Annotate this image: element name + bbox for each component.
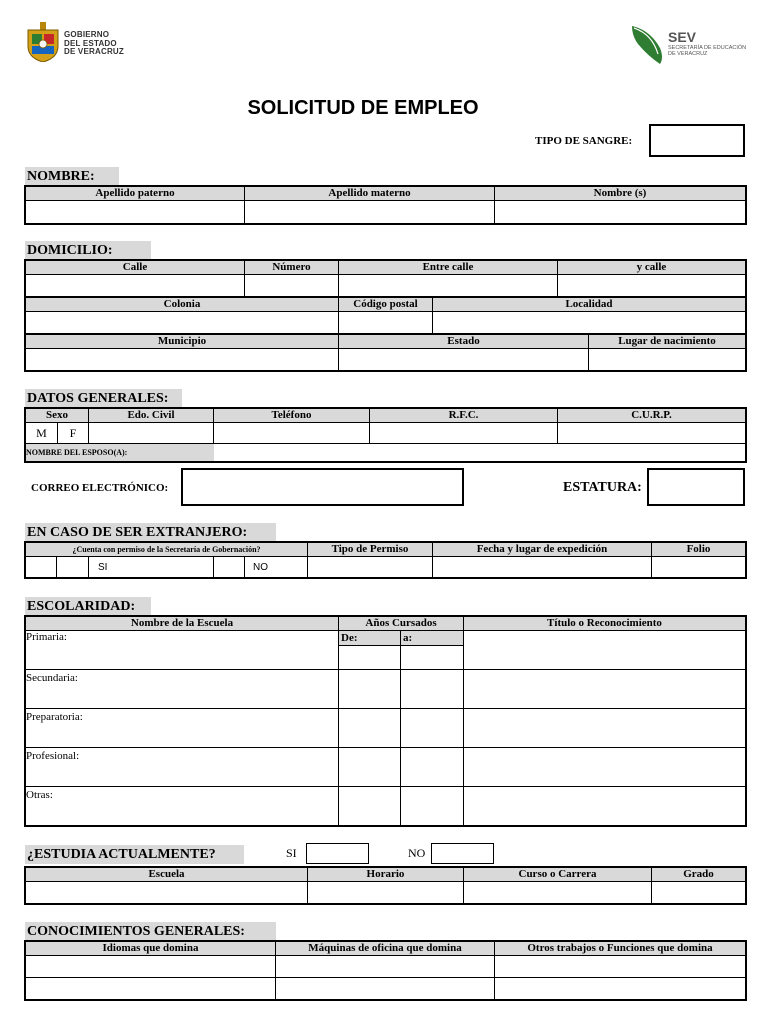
estudia-table — [25, 867, 746, 904]
idiomas-input-1[interactable] — [26, 956, 276, 978]
sev-logo-line1: SECRETARÍA DE EDUCACIÓN — [668, 45, 747, 51]
sev-logo-name: SEV — [668, 29, 697, 45]
permiso-si-label — [89, 557, 214, 578]
col-municipio: Municipio — [26, 335, 339, 349]
permiso-si-text: SI — [98, 562, 108, 573]
spouse-name-input[interactable] — [214, 444, 746, 462]
profesional-de-input[interactable] — [339, 748, 401, 787]
calle-input[interactable] — [26, 275, 245, 297]
col-anos-cursados: Años Cursados — [339, 617, 464, 631]
section-conocimientos-title: CONOCIMIENTOS GENERALES: — [25, 922, 276, 941]
apellido-paterno-input[interactable] — [26, 201, 245, 224]
folio-input[interactable] — [652, 557, 746, 578]
escuela-input[interactable] — [26, 882, 308, 904]
secundaria-titulo-input[interactable] — [464, 670, 746, 709]
lugar-nacimiento-input[interactable] — [589, 349, 746, 371]
profesional-a-input[interactable] — [401, 748, 464, 787]
localidad-input[interactable] — [433, 312, 746, 334]
sev-logo-line2: DE VERACRUZ — [668, 51, 708, 57]
permiso-no-text: NO — [253, 562, 268, 573]
col-edo-civil: Edo. Civil — [89, 409, 214, 423]
permiso-no-label — [245, 557, 308, 578]
estudia-no-label: NO — [408, 846, 426, 860]
col-nombres: Nombre (s) — [495, 187, 746, 201]
col-telefono: Teléfono — [214, 409, 370, 423]
permiso-blank-cell — [57, 557, 89, 578]
otras-input[interactable] — [26, 787, 339, 826]
primaria-label: Primaria: — [26, 631, 67, 643]
col-curso-carrera: Curso o Carrera — [464, 868, 652, 882]
col-permiso-gobernacion: ¿Cuenta con permiso de la Secretaría de Gobernación? — [26, 543, 308, 557]
otros-trabajos-input-2[interactable] — [495, 978, 746, 1000]
profesional-input[interactable] — [26, 748, 339, 787]
col-tipo-permiso: Tipo de Permiso — [308, 543, 433, 557]
primaria-de-input[interactable] — [339, 646, 401, 670]
tipo-permiso-input[interactable] — [308, 557, 433, 578]
col-rfc: R.F.C. — [370, 409, 558, 423]
col-escuela: Escuela — [26, 868, 308, 882]
edo-civil-input[interactable] — [89, 423, 214, 444]
preparatoria-input[interactable] — [26, 709, 339, 748]
grado-input[interactable] — [652, 882, 746, 904]
section-escolaridad-title: ESCOLARIDAD: — [25, 597, 151, 616]
permiso-no-checkbox[interactable] — [214, 557, 245, 578]
col-apellido-materno: Apellido materno — [245, 187, 495, 201]
nombre-table — [25, 186, 746, 224]
preparatoria-a-input[interactable] — [401, 709, 464, 748]
col-folio: Folio — [652, 543, 746, 557]
col-apellido-paterno: Apellido paterno — [26, 187, 245, 201]
conocimientos-table — [25, 941, 746, 1000]
col-numero: Número — [245, 261, 339, 275]
col-y-calle: y calle — [558, 261, 746, 275]
primaria-titulo-input[interactable] — [464, 631, 746, 670]
col-fecha-lugar: Fecha y lugar de expedición — [433, 543, 652, 557]
col-de: De: — [339, 631, 401, 646]
municipio-input[interactable] — [26, 349, 339, 371]
rfc-input[interactable] — [370, 423, 558, 444]
col-entre-calle: Entre calle — [339, 261, 558, 275]
maquinas-input-1[interactable] — [276, 956, 495, 978]
section-estudia-title: ¿ESTUDIA ACTUALMENTE? — [25, 845, 244, 864]
col-estado: Estado — [339, 335, 589, 349]
section-nombre-title: NOMBRE: — [25, 167, 119, 186]
blood-type-label: TIPO DE SANGRE: — [535, 135, 633, 147]
gov-logo-line3: DE VERACRUZ — [64, 47, 124, 56]
domicilio-table-1 — [25, 260, 746, 297]
sex-m-option[interactable]: M — [26, 423, 58, 444]
otros-trabajos-input-1[interactable] — [495, 956, 746, 978]
col-localidad: Localidad — [433, 298, 746, 312]
otras-de-input[interactable] — [339, 787, 401, 826]
idiomas-input-2[interactable] — [26, 978, 276, 1000]
page-title: SOLICITUD DE EMPLEO — [247, 97, 479, 119]
email-label: CORREO ELECTRÓNICO: — [31, 482, 169, 494]
spouse-name-label: NOMBRE DEL ESPOSO(A): — [26, 444, 214, 462]
y-calle-input[interactable] — [558, 275, 746, 297]
section-domicilio-title: DOMICILIO: — [25, 241, 151, 260]
horario-input[interactable] — [308, 882, 464, 904]
col-calle: Calle — [26, 261, 245, 275]
preparatoria-label: Preparatoria: — [26, 711, 83, 723]
gov-logo-line2: DEL ESTADO — [64, 38, 117, 48]
escolaridad-table — [25, 616, 746, 826]
estudia-si-label: SI — [286, 846, 297, 860]
col-a: a: — [401, 631, 464, 646]
otras-label: Otras: — [26, 789, 53, 801]
col-idiomas: Idiomas que domina — [26, 942, 276, 956]
secundaria-de-input[interactable] — [339, 670, 401, 709]
nombres-input[interactable] — [495, 201, 746, 224]
estado-input[interactable] — [339, 349, 589, 371]
sev-logo-subtitle — [668, 45, 746, 57]
gov-logo-line1: GOBIERNO — [64, 30, 110, 39]
col-otros-trabajos: Otros trabajos o Funciones que domina — [495, 942, 746, 956]
colonia-input[interactable] — [26, 312, 339, 334]
col-codigo-postal: Código postal — [339, 298, 433, 312]
section-extranjero-title: EN CASO DE SER EXTRANJERO: — [25, 523, 276, 542]
permiso-si-checkbox[interactable] — [26, 557, 57, 578]
curso-carrera-input[interactable] — [464, 882, 652, 904]
secundaria-input[interactable] — [26, 670, 339, 709]
secundaria-label: Secundaria: — [26, 672, 78, 684]
email-field[interactable] — [181, 468, 464, 506]
domicilio-table-3 — [25, 334, 746, 371]
blood-type-field[interactable] — [649, 124, 745, 157]
sev-leaf-icon — [630, 22, 666, 64]
profesional-titulo-input[interactable] — [464, 748, 746, 787]
primaria-input[interactable] — [26, 631, 339, 670]
domicilio-table-2 — [25, 297, 746, 334]
col-grado: Grado — [652, 868, 746, 882]
profesional-label: Profesional: — [26, 750, 80, 762]
maquinas-input-2[interactable] — [276, 978, 495, 1000]
preparatoria-de-input[interactable] — [339, 709, 401, 748]
col-horario: Horario — [308, 868, 464, 882]
col-lugar-nacimiento: Lugar de nacimiento — [589, 335, 746, 349]
estudia-no-box[interactable] — [431, 843, 494, 864]
government-seal-logo — [24, 22, 62, 62]
datos-table — [25, 408, 746, 462]
section-datos-title: DATOS GENERALES: — [25, 389, 182, 408]
col-curp: C.U.R.P. — [558, 409, 746, 423]
estudia-si-box[interactable] — [306, 843, 369, 864]
col-nombre-escuela: Nombre de la Escuela — [26, 617, 339, 631]
otras-titulo-input[interactable] — [464, 787, 746, 826]
primaria-a-input[interactable] — [401, 646, 464, 670]
apellido-materno-input[interactable] — [245, 201, 495, 224]
col-titulo: Título o Reconocimiento — [464, 617, 746, 631]
telefono-input[interactable] — [214, 423, 370, 444]
sex-f-option[interactable]: F — [58, 423, 89, 444]
height-field[interactable] — [647, 468, 745, 506]
height-label: ESTATURA: — [563, 480, 642, 495]
government-name — [64, 31, 124, 57]
entre-calle-input[interactable] — [339, 275, 558, 297]
extranjero-table — [25, 542, 746, 578]
codigo-postal-input[interactable] — [339, 312, 433, 334]
numero-input[interactable] — [245, 275, 339, 297]
fecha-lugar-input[interactable] — [433, 557, 652, 578]
secundaria-a-input[interactable] — [401, 670, 464, 709]
col-sexo: Sexo — [26, 409, 89, 423]
preparatoria-titulo-input[interactable] — [464, 709, 746, 748]
curp-input[interactable] — [558, 423, 746, 444]
otras-a-input[interactable] — [401, 787, 464, 826]
col-colonia: Colonia — [26, 298, 339, 312]
col-maquinas: Máquinas de oficina que domina — [276, 942, 495, 956]
